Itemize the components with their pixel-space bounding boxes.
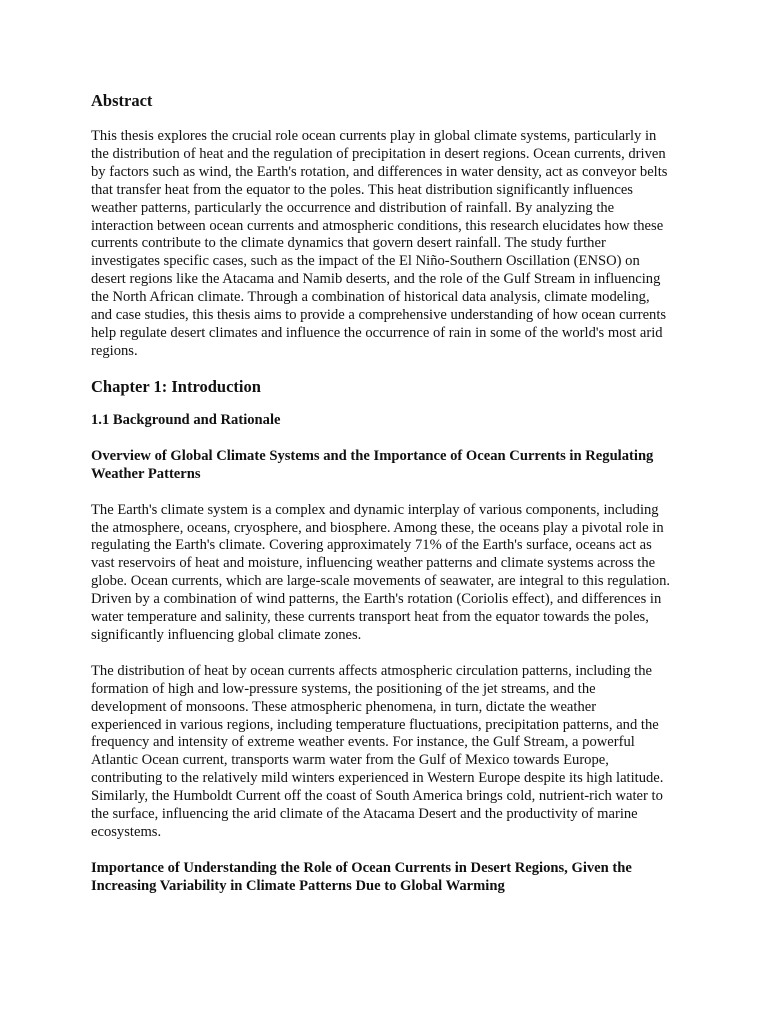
abstract-heading: Abstract xyxy=(91,91,153,110)
paragraph-gap xyxy=(91,645,670,663)
body-paragraph-heat-distribution: The distribution of heat by ocean currents affects atmospheric circulation patterns, including the formation of high and low-pressure systems, the positioning of the jet streams, and the development of monsoons. These atmospheric phenomena, in turn, dictate the weather experienced in various regions, including temperature fluctuations, precipitation patterns, and the frequency and intensity of extreme weather events. For instance, the Gulf Stream, a powerful Atlantic Ocean current, transports warm water from the Gulf of Mexico towards Europe, contributing to the relatively mild winters experienced in Western Europe despite its high latitude. Similarly, the Humboldt Current off the coast of South America brings cold, nutrient-rich water to the surface, influencing the arid climate of the Atacama Desert and the productivity of marine ecosystems. xyxy=(91,662,664,840)
subsection-heading-desert-regions: Importance of Understanding the Role of Ocean Currents in Desert Regions, Given the Increasing Variability in Climate Patterns Due to Global Warming xyxy=(91,859,632,894)
body-paragraph-climate-system: The Earth's climate system is a complex and dynamic interplay of various components, including the atmosphere, oceans, cryosphere, and biosphere. Among these, the oceans play a pivotal role in regulating the Earth's climate. Covering approximately 71% of the Earth's surface, oceans act as vast reservoirs of heat and moisture, influencing weather patterns and climate systems across the globe. Ocean currents, which are large-scale movements of seawater, are integral to this regulation. Driven by a combination of wind patterns, the Earth's rotation (Coriolis effect), and differences in water temperature and salinity, these currents transport heat from the equator towards the poles, significantly influencing global climate zones. xyxy=(91,501,671,643)
paragraph-gap xyxy=(91,842,670,860)
chapter-heading: Chapter 1: Introduction xyxy=(91,376,261,396)
section-heading: 1.1 Background and Rationale xyxy=(91,411,281,428)
abstract-paragraph: This thesis explores the crucial role ocean currents play in global climate systems, particularly in the distribution of heat and the regulation of precipitation in desert regions. Ocean currents, driven by factors such as wind, the Earth's rotation, and differences in water density, act as conveyor belts that transfer heat from the equator to the poles. This heat distribution significantly influences weather patterns, particularly the occurrence and distribution of rainfall. By analyzing the interaction between ocean currents and atmospheric conditions, this research elucidates how these currents contribute to the climate dynamics that govern desert rainfall. The study further investigates specific cases, such as the impact of the El Niño-Southern Oscillation (ENSO) on desert regions like the Atacama and Namib deserts, and the role of the Gulf Stream in influencing the North African climate. Through a combination of historical data analysis, climate modeling, and case studies, this thesis aims to provide a comprehensive understanding of how ocean currents help regulate desert climates and influence the occurrence of rain in some of the world's most arid regions. xyxy=(91,128,668,359)
subsection-heading-overview: Overview of Global Climate Systems and the Importance of Ocean Currents in Regulating Weather Patterns xyxy=(91,447,654,482)
